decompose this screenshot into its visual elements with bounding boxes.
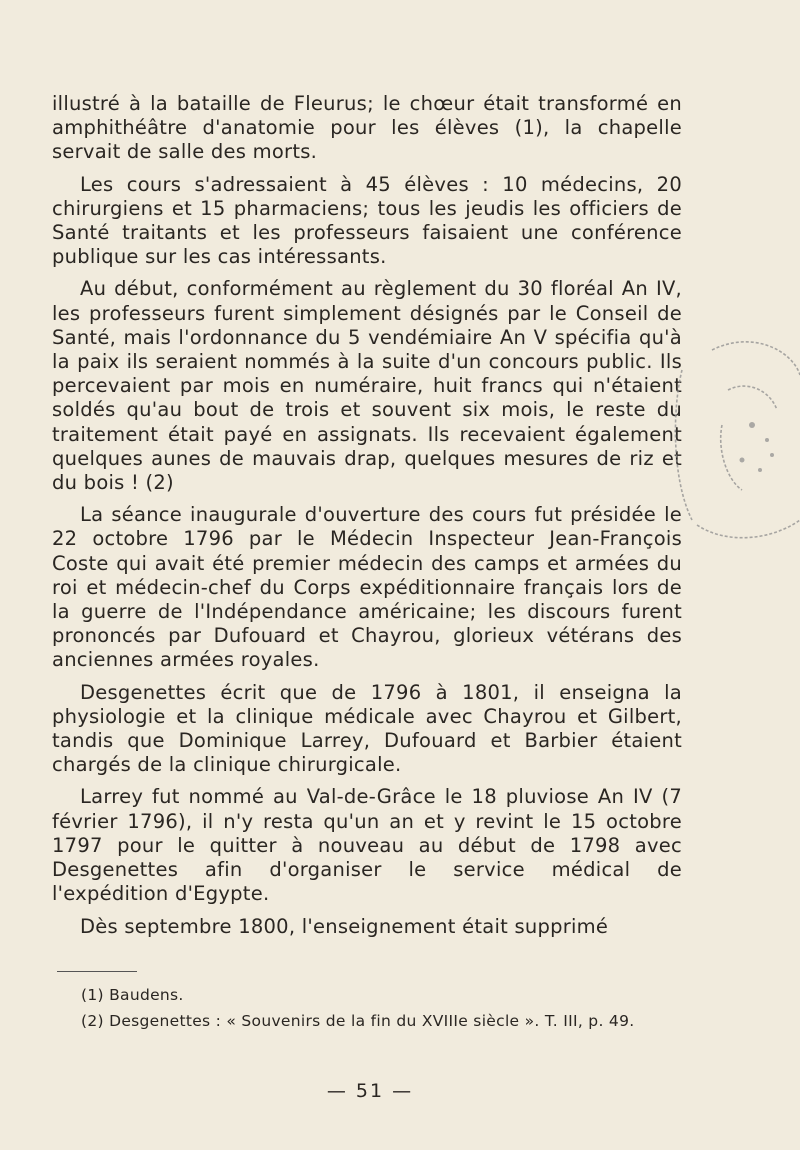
- paragraph-3: Au début, conformément au règlement du 30 floréal An IV, les professeurs furent simplement désignés par le Conseil de Santé, mais l'ordonnance du 5 vendémiaire An V spécifia qu'à la paix ils seraient nommés à la suite d'un concours public. Ils percevaient par mois en numéraire, huit francs qui n'étaient soldés qu'au bout de trois et souvent six mois, le reste du traitement était payé en assignats. Ils recevaient également quelques aunes de mauvais drap, quelques mesures de riz et du bois ! (2): [52, 277, 682, 495]
- body-text: [52, 92, 682, 947]
- paragraph-6: Larrey fut nommé au Val-de-Grâce le 18 pluviose An IV (7 février 1796), il n'y resta qu'un an et y revint le 15 octobre 1797 pour le quitter à nouveau au début de 1798 avec Desgenettes afin d'organiser le service médical de l'expédition d'Egypte.: [52, 785, 682, 906]
- paragraph-7: Dès septembre 1800, l'enseignement était supprimé: [80, 914, 609, 938]
- paragraph-2: Les cours s'adressaient à 45 élèves : 10 médecins, 20 chirurgiens et 15 pharmaciens; tous les jeudis les officiers de Santé traitants et les professeurs faisaient une conférence publique sur les cas intéressants.: [52, 172, 682, 269]
- paragraph-1: illustré à la bataille de Fleurus; le chœur était transformé en amphithéâtre d'anatomie pour les élèves (1), la chapelle servait de salle des morts.: [52, 92, 682, 164]
- footnotes: [55, 985, 685, 1037]
- paragraph-5: Desgenettes écrit que de 1796 à 1801, il enseigna la physiologie et la clinique médicale avec Chayrou et Gilbert, tandis que Dominique Larrey, Dufouard et Barbier étaient chargés de la clinique chirurgicale.: [52, 680, 682, 777]
- library-stamp: [672, 330, 800, 550]
- paragraph-4: La séance inaugurale d'ouverture des cours fut présidée le 22 octobre 1796 par le Médecin Inspecteur Jean-François Coste qui avait été premier médecin des camps et armées du roi et médecin-chef du Corps expéditionnaire français lors de la guerre de l'Indépendance américaine; les discours furent prononcés par Dufouard et Chayrou, glorieux vétérans des anciennes armées royales.: [52, 503, 682, 672]
- footnote-rule: [57, 971, 137, 972]
- footnote-1: (1) Baudens.: [81, 986, 184, 1004]
- footnote-2: (2) Desgenettes : « Souvenirs de la fin du XVIIIe siècle ». T. III, p. 49.: [81, 1012, 635, 1030]
- page-number: — 51 —: [326, 1080, 414, 1102]
